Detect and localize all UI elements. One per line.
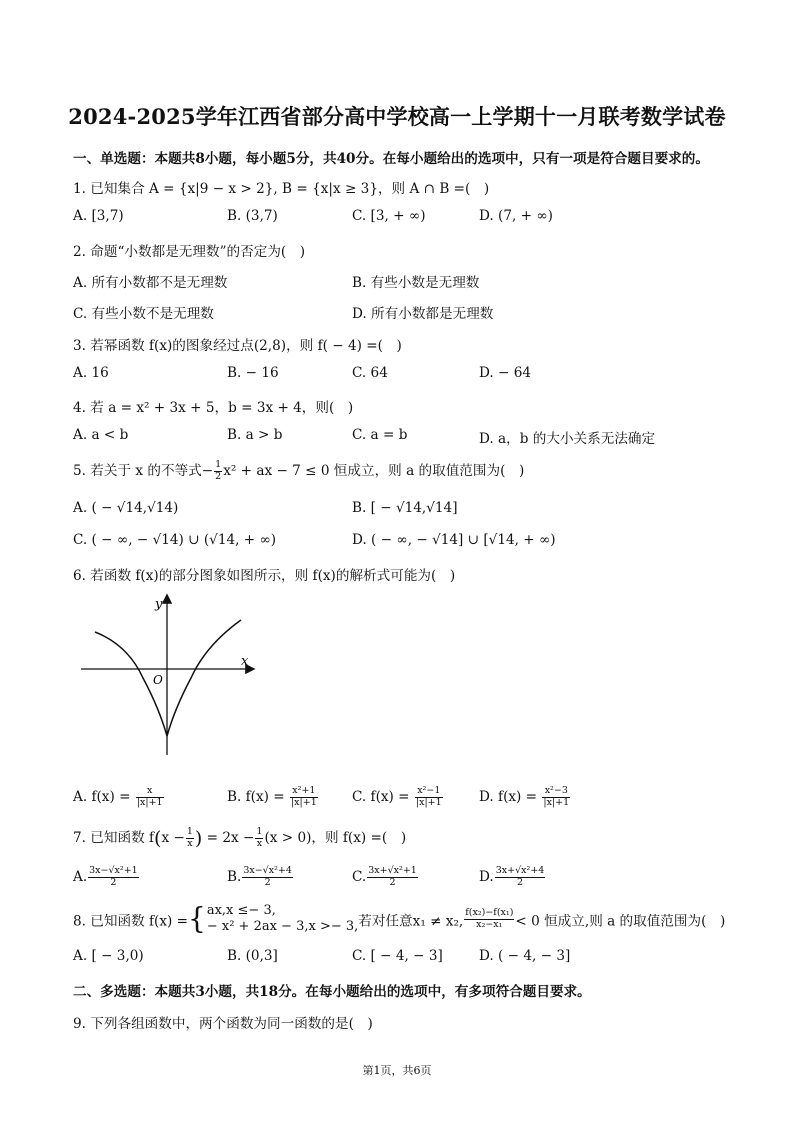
question-4-stem: 4. 若 a = x² + 3x + 5，b = 3x + 4，则( )	[73, 400, 354, 416]
fraction-denominator: 2	[215, 471, 222, 482]
question-6-option-a	[73, 786, 165, 809]
option-fraction	[495, 866, 546, 889]
question-5-option-a: A. ( − √14,√14)	[73, 500, 179, 516]
question-8-option-c: C. [ − 4, − 3]	[352, 948, 443, 964]
origin-label: O	[153, 673, 163, 687]
question-6-function-graph	[73, 590, 263, 760]
question-6-option-b	[227, 786, 319, 809]
question-1-option-a: A. [3,7)	[73, 208, 124, 224]
question-7-stem-c: = 2x −	[206, 830, 255, 846]
question-5-stem	[73, 459, 524, 483]
fraction-numerator: 3x−√x²+1	[89, 865, 138, 876]
question-8-option-d: D. ( − 4, − 3]	[479, 948, 571, 964]
question-1-option-d: D. (7, + ∞)	[479, 208, 553, 224]
question-9-stem: 9. 下列各组函数中，两个函数为同一函数的是( )	[73, 1016, 373, 1032]
question-4-option-b: B. a > b	[227, 427, 283, 443]
option-prefix: C.	[352, 868, 367, 885]
x-axis-label: x	[241, 654, 249, 669]
question-2-option-d: D. 所有小数都是无理数	[352, 306, 494, 322]
y-axis-label: y	[155, 597, 163, 612]
question-1-option-c: C. [3, + ∞)	[352, 208, 426, 224]
question-7-stem-a: 7. 已知函数 f	[73, 830, 155, 846]
fraction-denominator: 2	[517, 876, 524, 888]
fraction-denominator: 2	[389, 876, 396, 888]
question-7-stem-b: x −	[161, 830, 185, 846]
curve-right-branch	[167, 620, 241, 736]
question-7-stem	[73, 826, 406, 850]
option-prefix: D.	[479, 868, 494, 885]
question-3-option-d: D. − 64	[479, 365, 532, 381]
question-6-stem: 6. 若函数 f(x)的部分图象如图所示，则 f(x)的解析式可能为( )	[73, 568, 456, 584]
fraction-numerator: 3x+√x²+4	[495, 865, 545, 876]
question-8-option-a: A. [ − 3,0)	[73, 948, 144, 964]
question-7-fraction-1	[186, 827, 194, 850]
question-7-option-d	[479, 866, 546, 889]
fraction-numerator: f(x₂)−f(x₁)	[465, 906, 514, 918]
question-3-option-c: C. 64	[352, 365, 388, 381]
question-4-option-c: C. a = b	[352, 427, 408, 443]
question-7-option-c	[352, 866, 419, 889]
question-4-option-d: D. a，b 的大小关系无法确定	[479, 431, 656, 447]
question-2-option-a: A. 所有小数都不是无理数	[73, 275, 228, 291]
question-5-fraction	[214, 460, 222, 483]
question-7-option-b	[227, 866, 294, 889]
fraction-numerator: x²−3	[542, 786, 570, 798]
fraction-numerator: x²+1	[290, 786, 318, 798]
question-8-stem-a: 8. 已知函数 f(x) =	[73, 913, 189, 930]
section-single-choice: 一、单选题：本题共8小题，每小题5分，共40分。在每小题给出的选项中，只有一项是符合题目要求的。	[73, 151, 709, 167]
option-fraction	[542, 786, 570, 809]
option-fraction	[415, 786, 443, 809]
fraction-denominator: x	[256, 838, 263, 849]
question-8-stem	[73, 903, 725, 936]
question-7-stem-d: (x > 0)，则 f(x) =( )	[264, 830, 407, 846]
fraction-numerator: x	[136, 786, 164, 798]
question-8-option-b: B. (0,3]	[227, 948, 278, 964]
option-prefix: A. f(x) =	[73, 788, 131, 805]
question-1-stem: 1. 已知集合 A = {x|9 − x > 2}, B = {x|x ≥ 3}，则 A ∩ B =( )	[73, 181, 490, 197]
fraction-numerator: 1	[215, 459, 222, 471]
question-6-option-c	[352, 786, 444, 809]
fraction-numerator: x²−1	[415, 786, 443, 798]
fraction-denominator: |x|+1	[290, 796, 317, 808]
question-4-option-a: A. a < b	[73, 427, 129, 443]
fraction-denominator: |x|+1	[136, 796, 163, 808]
option-fraction	[367, 866, 418, 889]
option-prefix: D. f(x) =	[479, 788, 538, 805]
question-6-option-d	[479, 786, 571, 809]
section-multiple-choice: 二、多选题：本题共3小题，共18分。在每小题给出的选项中，有多项符合题目要求。	[73, 984, 591, 1000]
option-fraction	[88, 866, 139, 889]
question-8-fraction	[464, 908, 514, 931]
piecewise-brace: {	[188, 901, 206, 937]
question-7-fraction-2	[255, 827, 263, 850]
page-title: 2024-2025学年江西省部分高中学校高一上学期十一月联考数学试卷	[68, 104, 726, 129]
paren-open: (	[154, 827, 162, 850]
fraction-denominator: |x|+1	[543, 796, 570, 808]
fraction-numerator: 3x+√x²+1	[368, 865, 417, 876]
fraction-denominator: 2	[110, 876, 117, 888]
piecewise-case-2: − x² + 2ax − 3,x >− 3,	[206, 919, 359, 935]
fraction-denominator: x₂−x₁	[476, 918, 503, 930]
option-prefix: A.	[73, 868, 88, 885]
fraction-denominator: 2	[264, 876, 271, 888]
paren-close: )	[194, 827, 203, 850]
piecewise-case-1: ax,x ≤− 3,	[206, 903, 276, 918]
question-2-stem: 2. 命题“小数都是无理数”的否定为( )	[73, 244, 306, 260]
question-8-stem-b: 若对任意x₁ ≠ x₂,	[358, 913, 464, 930]
option-fraction	[290, 786, 318, 809]
question-5-option-b: B. [ − √14,√14]	[352, 500, 458, 516]
question-3-stem: 3. 若幂函数 f(x)的图象经过点(2,8)，则 f( − 4) =( )	[73, 338, 402, 354]
option-fraction	[136, 786, 164, 809]
option-prefix: B.	[227, 868, 242, 885]
question-8-stem-c: < 0 恒成立,则 a 的取值范围为( )	[515, 913, 726, 930]
option-prefix: C. f(x) =	[352, 788, 410, 805]
question-5-option-d: D. ( − ∞, − √14] ∪ [√14, + ∞)	[352, 532, 556, 548]
question-5-stem-post: x² + ax − 7 ≤ 0 恒成立，则 a 的取值范围为( )	[223, 463, 525, 479]
piecewise-cases	[207, 903, 358, 936]
question-1-option-b: B. (3,7)	[227, 208, 278, 224]
question-2-option-b: B. 有些小数是无理数	[352, 275, 480, 291]
fraction-denominator: x	[187, 838, 193, 849]
option-prefix: B. f(x) =	[227, 788, 285, 805]
question-3-option-a: A. 16	[73, 365, 109, 381]
fraction-denominator: |x|+1	[415, 796, 442, 808]
question-5-option-c: C. ( − ∞, − √14) ∪ (√14, + ∞)	[73, 532, 277, 548]
question-5-stem-pre: 5. 若关于 x 的不等式−	[73, 463, 214, 479]
fraction-numerator: 3x−√x²+4	[243, 865, 292, 876]
page-footer: 第1页，共6页	[362, 1064, 432, 1077]
question-7-option-a	[73, 866, 140, 889]
option-fraction	[242, 866, 293, 889]
question-2-option-c: C. 有些小数不是无理数	[73, 306, 214, 322]
fraction-numerator: 1	[256, 826, 263, 838]
fraction-numerator: 1	[186, 826, 193, 838]
question-3-option-b: B. − 16	[227, 365, 279, 381]
